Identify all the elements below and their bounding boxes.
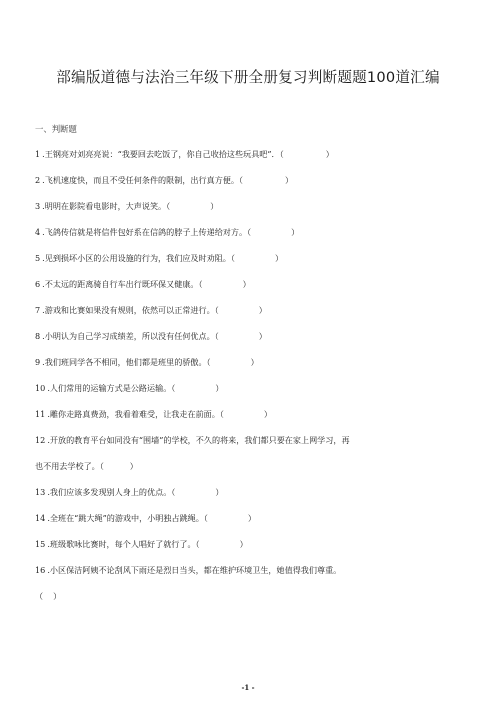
question-number: 12 (35, 435, 46, 445)
answer-bracket-close: ） (247, 513, 257, 523)
question-number: 10 (35, 383, 46, 393)
answer-bracket-close: ） (325, 149, 334, 159)
question-2 (35, 174, 293, 186)
document-title: 部编版道德与法治三年级下册全册复习判断题题100道汇编 (56, 69, 440, 86)
question-12-continuation (35, 460, 138, 472)
answer-bracket-close: ） (215, 487, 224, 497)
answer-bracket-close: ） (263, 409, 273, 419)
question-14 (35, 512, 256, 524)
answer-bracket-close: ） (239, 539, 248, 549)
page-number: -1 - (241, 683, 255, 692)
question-number: 13 (35, 487, 46, 497)
answer-bracket-close: ） (291, 227, 300, 237)
question-12 (35, 434, 350, 446)
question-text: .雕你走路真费劲，我看着难受，让我走在前面。（ (47, 409, 224, 419)
question-4 (35, 226, 299, 238)
question-15 (35, 538, 248, 550)
answer-bracket-close: ） (210, 201, 219, 211)
question-7 (35, 304, 267, 316)
question-6 (35, 278, 251, 290)
question-number: 16 (35, 565, 46, 575)
answer-bracket-close: ） (274, 253, 284, 263)
section-heading: 一、判断题 (35, 124, 77, 134)
answer-bracket-close: ） (258, 331, 267, 341)
question-13 (35, 486, 223, 498)
answer-bracket-close: ） (242, 279, 251, 289)
answer-bracket-close: ） (285, 175, 294, 185)
question-text: .不太远的距离骑自行车出行既环保又健康。（ (42, 279, 203, 289)
question-text: .飞鸽传信就是将信件包好系在信鸽的脖子上传递给对方。（ (42, 227, 252, 237)
question-1 (35, 148, 334, 160)
question-number: 3 (35, 201, 41, 211)
question-number: 7 (35, 305, 41, 315)
question-text: .见到损坏小区的公用设施的行为，我们应及时劝阻。（ (42, 253, 235, 263)
question-text: .我们应该多发现别人身上的优点。（ (47, 487, 176, 497)
question-text: .王钢亮对刘亮亮说：“我要回去吃饭了，你自己收拾这些玩具吧”．（ (42, 149, 284, 159)
answer-bracket-close: ） (53, 591, 62, 601)
question-number: 2 (35, 175, 41, 185)
question-text: .班级歌咏比赛时，每个人唱好了就行了。（ (47, 539, 200, 549)
answer-bracket-close: ） (250, 357, 259, 367)
question-text: .小区保洁阿姨不论刮风下雨还是烈日当头，都在维护环境卫生，她值得我们尊重。 (47, 565, 342, 575)
question-number: 8 (35, 331, 41, 341)
answer-bracket-close: ） (129, 461, 138, 471)
question-number: 6 (35, 279, 41, 289)
question-text: .全班在“跳大绳”的游戏中，小明独占跳绳。（ (47, 513, 208, 523)
question-16-continuation (35, 590, 61, 602)
question-text-continuation: 也不用去学校了。（ (35, 461, 104, 471)
question-11 (35, 408, 272, 420)
question-number: 11 (35, 409, 46, 419)
answer-bracket-close: ） (215, 383, 224, 393)
question-text: .小明认为自己学习成绩差，所以没有任何优点。（ (42, 331, 219, 341)
question-text: .明明在影院看电影时，大声说笑。（ (42, 201, 171, 211)
question-number: 15 (35, 539, 46, 549)
question-number: 5 (35, 253, 41, 263)
question-3 (35, 200, 218, 212)
question-text: .飞机速度快，而且不受任何条件的限制，出行真方便。（ (42, 175, 244, 185)
question-text: .开放的教育平台如同没有“围墙”的学校，不久的将来，我们都只要在家上网学习，再 (47, 435, 350, 445)
question-text: .人们常用的运输方式是公路运输。（ (47, 383, 176, 393)
question-9 (35, 356, 259, 368)
question-number: 14 (35, 513, 46, 523)
question-number: 1 (35, 149, 41, 159)
question-16 (35, 564, 341, 576)
question-text: .我们班同学各不相同，他们都是班里的骄傲。（ (42, 357, 211, 367)
question-8 (35, 330, 267, 342)
question-number: 4 (35, 227, 41, 237)
question-text-continuation: （ (35, 591, 44, 601)
question-text: .游戏和比赛如果没有规则，依然可以正常进行。（ (42, 305, 219, 315)
answer-bracket-close: ） (258, 305, 267, 315)
question-number: 9 (35, 357, 41, 367)
question-10 (35, 382, 223, 394)
question-5 (35, 252, 283, 264)
